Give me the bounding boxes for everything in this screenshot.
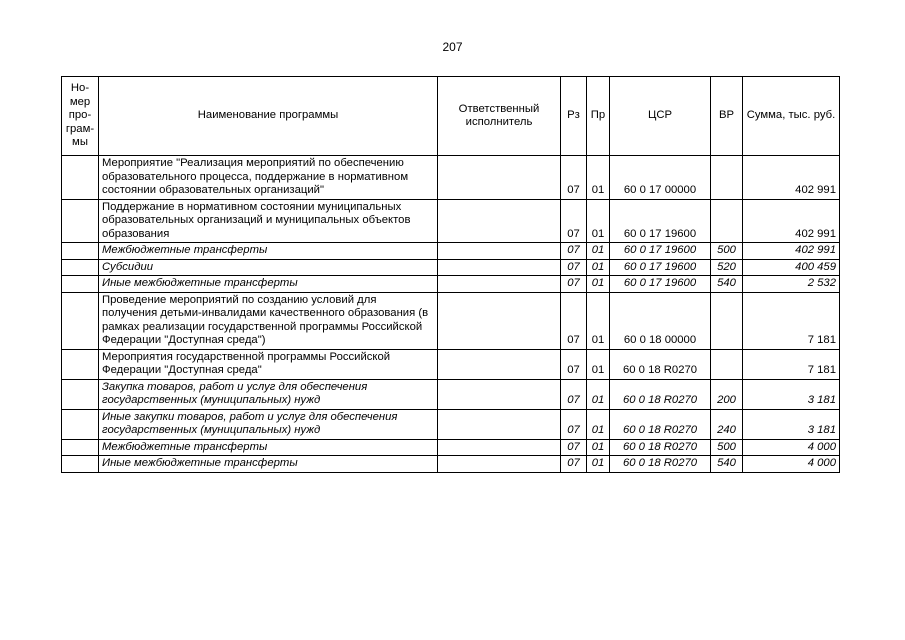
cell-sum: 7 181 [743, 292, 840, 349]
cell-rz: 07 [561, 439, 587, 456]
cell-csr: 60 0 18 R0270 [610, 409, 711, 439]
cell-rz: 07 [561, 349, 587, 379]
cell-vr [711, 349, 743, 379]
cell-executor [438, 439, 561, 456]
header-sum: Сумма, тыс. руб. [743, 77, 840, 156]
cell-vr [711, 156, 743, 200]
cell-pr: 01 [587, 276, 610, 293]
cell-program-number [62, 456, 99, 473]
table-row [62, 156, 840, 200]
cell-executor [438, 456, 561, 473]
cell-csr: 60 0 17 00000 [610, 156, 711, 200]
cell-name: Закупка товаров, работ и услуг для обеспечения государственных (муниципальных) нужд [99, 379, 438, 409]
cell-csr: 60 0 18 R0270 [610, 456, 711, 473]
cell-sum: 7 181 [743, 349, 840, 379]
cell-executor [438, 379, 561, 409]
cell-rz: 07 [561, 243, 587, 260]
header-vr: ВР [711, 77, 743, 156]
cell-sum: 4 000 [743, 456, 840, 473]
table-row [62, 409, 840, 439]
cell-csr: 60 0 17 19600 [610, 243, 711, 260]
cell-pr: 01 [587, 243, 610, 260]
cell-csr: 60 0 18 R0270 [610, 379, 711, 409]
cell-executor [438, 199, 561, 243]
cell-rz: 07 [561, 276, 587, 293]
cell-executor [438, 156, 561, 200]
cell-csr: 60 0 18 R0270 [610, 439, 711, 456]
cell-vr [711, 199, 743, 243]
cell-csr: 60 0 17 19600 [610, 199, 711, 243]
cell-program-number [62, 349, 99, 379]
cell-sum: 400 459 [743, 259, 840, 276]
cell-name: Субсидии [99, 259, 438, 276]
table-row [62, 292, 840, 349]
cell-pr: 01 [587, 456, 610, 473]
cell-program-number [62, 276, 99, 293]
header-responsible-executor: Ответственный исполнитель [438, 77, 561, 156]
cell-csr: 60 0 17 19600 [610, 276, 711, 293]
cell-program-number [62, 292, 99, 349]
cell-vr [711, 292, 743, 349]
cell-program-number [62, 156, 99, 200]
cell-program-number [62, 439, 99, 456]
table-row [62, 379, 840, 409]
cell-rz: 07 [561, 156, 587, 200]
cell-vr: 540 [711, 456, 743, 473]
cell-sum: 3 181 [743, 379, 840, 409]
cell-vr: 200 [711, 379, 743, 409]
cell-name: Межбюджетные трансферты [99, 439, 438, 456]
cell-name: Мероприятия государственной программы Российской Федерации "Доступная среда" [99, 349, 438, 379]
cell-csr: 60 0 18 R0270 [610, 349, 711, 379]
table-header-row [62, 77, 840, 156]
cell-executor [438, 292, 561, 349]
cell-name: Иные закупки товаров, работ и услуг для обеспечения государственных (муниципальных) нужд [99, 409, 438, 439]
header-program-number: Но-мер про-грам-мы [62, 77, 99, 156]
cell-vr: 540 [711, 276, 743, 293]
cell-executor [438, 409, 561, 439]
cell-csr: 60 0 18 00000 [610, 292, 711, 349]
page-number: 207 [442, 40, 463, 54]
cell-csr: 60 0 17 19600 [610, 259, 711, 276]
header-csr: ЦСР [610, 77, 711, 156]
cell-sum: 402 991 [743, 156, 840, 200]
cell-program-number [62, 243, 99, 260]
cell-executor [438, 259, 561, 276]
cell-vr: 500 [711, 243, 743, 260]
cell-rz: 07 [561, 409, 587, 439]
cell-program-number [62, 259, 99, 276]
cell-executor [438, 349, 561, 379]
table-row [62, 276, 840, 293]
cell-pr: 01 [587, 199, 610, 243]
cell-name: Поддержание в нормативном состоянии муниципальных образовательных организаций и муниципальных объектов образования [99, 199, 438, 243]
budget-program-table [61, 76, 840, 473]
cell-vr: 520 [711, 259, 743, 276]
cell-pr: 01 [587, 349, 610, 379]
cell-rz: 07 [561, 199, 587, 243]
table-row [62, 199, 840, 243]
table-row [62, 439, 840, 456]
table-row [62, 259, 840, 276]
table-row [62, 349, 840, 379]
cell-sum: 402 991 [743, 199, 840, 243]
cell-rz: 07 [561, 259, 587, 276]
cell-sum: 2 532 [743, 276, 840, 293]
cell-sum: 3 181 [743, 409, 840, 439]
cell-program-number [62, 199, 99, 243]
cell-name: Мероприятие "Реализация мероприятий по обеспечению образовательного процесса, поддержание в нормативном состоянии образовательных организаций" [99, 156, 438, 200]
cell-pr: 01 [587, 439, 610, 456]
cell-name: Иные межбюджетные трансферты [99, 456, 438, 473]
cell-name: Иные межбюджетные трансферты [99, 276, 438, 293]
cell-sum: 402 991 [743, 243, 840, 260]
cell-program-number [62, 409, 99, 439]
cell-vr: 500 [711, 439, 743, 456]
header-program-name: Наименование программы [99, 77, 438, 156]
cell-pr: 01 [587, 379, 610, 409]
cell-pr: 01 [587, 156, 610, 200]
cell-sum: 4 000 [743, 439, 840, 456]
cell-rz: 07 [561, 292, 587, 349]
cell-pr: 01 [587, 292, 610, 349]
cell-rz: 07 [561, 379, 587, 409]
header-pr: Пр [587, 77, 610, 156]
cell-executor [438, 243, 561, 260]
cell-executor [438, 276, 561, 293]
cell-program-number [62, 379, 99, 409]
cell-vr: 240 [711, 409, 743, 439]
table-row [62, 243, 840, 260]
table-row [62, 456, 840, 473]
cell-name: Межбюджетные трансферты [99, 243, 438, 260]
cell-pr: 01 [587, 409, 610, 439]
cell-name: Проведение мероприятий по созданию условий для получения детьми-инвалидами качественного образования (в рамках реализации государственной программы Российской Федерации "Доступная среда") [99, 292, 438, 349]
cell-pr: 01 [587, 259, 610, 276]
header-rz: Рз [561, 77, 587, 156]
cell-rz: 07 [561, 456, 587, 473]
